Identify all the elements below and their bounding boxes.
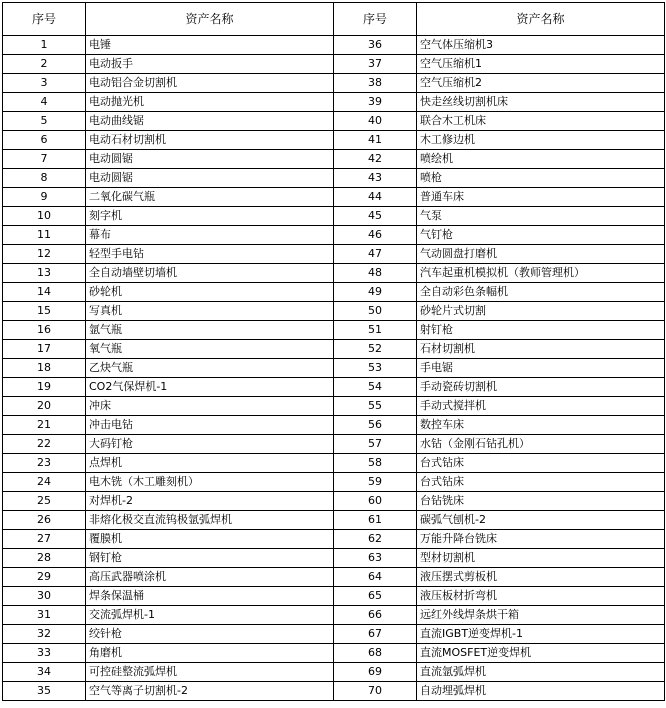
asset-name-cell: 大码钉枪: [86, 435, 334, 454]
table-row: [3, 74, 665, 93]
table-row: [3, 112, 665, 131]
table-row: [3, 682, 665, 701]
table-row: [3, 435, 665, 454]
serial-number-cell: 9: [3, 188, 86, 207]
serial-number-cell: 6: [3, 131, 86, 150]
asset-name-cell: 角磨机: [86, 644, 334, 663]
asset-name-cell: 木工修边机: [417, 131, 665, 150]
serial-number-cell: 54: [334, 378, 417, 397]
serial-number-cell: 12: [3, 245, 86, 264]
table-row: [3, 492, 665, 511]
serial-number-cell: 26: [3, 511, 86, 530]
serial-number-cell: 50: [334, 302, 417, 321]
serial-number-cell: 13: [3, 264, 86, 283]
asset-name-cell: 直流MOSFET逆变焊机: [417, 644, 665, 663]
table-row: [3, 226, 665, 245]
asset-name-cell: 空气压缩机2: [417, 74, 665, 93]
table-row: [3, 397, 665, 416]
asset-name-cell: 台钻铣床: [417, 492, 665, 511]
asset-name-cell: 电动圆锯: [86, 169, 334, 188]
table-row: [3, 359, 665, 378]
header-serial-left: 序号: [3, 3, 86, 36]
table-row: [3, 55, 665, 74]
table-row: [3, 340, 665, 359]
asset-name-cell: 点焊机: [86, 454, 334, 473]
table-row: [3, 663, 665, 682]
asset-name-cell: 乙炔气瓶: [86, 359, 334, 378]
serial-number-cell: 57: [334, 435, 417, 454]
asset-name-cell: 非熔化极交直流钨极氩弧焊机: [86, 511, 334, 530]
serial-number-cell: 61: [334, 511, 417, 530]
serial-number-cell: 40: [334, 112, 417, 131]
serial-number-cell: 33: [3, 644, 86, 663]
asset-name-cell: 手动瓷砖切割机: [417, 378, 665, 397]
asset-name-cell: 气动圆盘打磨机: [417, 245, 665, 264]
asset-name-cell: 电动铝合金切割机: [86, 74, 334, 93]
asset-name-cell: CO2气保焊机-1: [86, 378, 334, 397]
serial-number-cell: 22: [3, 435, 86, 454]
asset-name-cell: 对焊机-2: [86, 492, 334, 511]
asset-name-cell: 刻字机: [86, 207, 334, 226]
table-row: [3, 302, 665, 321]
serial-number-cell: 3: [3, 74, 86, 93]
table-row: [3, 549, 665, 568]
header-serial-right: 序号: [334, 3, 417, 36]
serial-number-cell: 55: [334, 397, 417, 416]
serial-number-cell: 60: [334, 492, 417, 511]
table-row: [3, 644, 665, 663]
asset-name-cell: 直流IGBT逆变焊机-1: [417, 625, 665, 644]
table-row: [3, 169, 665, 188]
asset-name-cell: 电动圆锯: [86, 150, 334, 169]
asset-name-cell: 普通车床: [417, 188, 665, 207]
asset-name-cell: 碳弧气刨机-2: [417, 511, 665, 530]
asset-name-cell: 电木铣（木工雕刻机）: [86, 473, 334, 492]
table-row: [3, 454, 665, 473]
asset-name-cell: 二氧化碳气瓶: [86, 188, 334, 207]
asset-name-cell: 氩气瓶: [86, 321, 334, 340]
asset-name-cell: 液压摆式剪板机: [417, 568, 665, 587]
serial-number-cell: 52: [334, 340, 417, 359]
serial-number-cell: 38: [334, 74, 417, 93]
serial-number-cell: 17: [3, 340, 86, 359]
asset-name-cell: 喷绘机: [417, 150, 665, 169]
header-asset-name-left: 资产名称: [86, 3, 334, 36]
asset-name-cell: 高压武器喷涂机: [86, 568, 334, 587]
asset-name-cell: 台式钻床: [417, 473, 665, 492]
table-row: [3, 93, 665, 112]
asset-name-cell: 气钉枪: [417, 226, 665, 245]
serial-number-cell: 35: [3, 682, 86, 701]
serial-number-cell: 31: [3, 606, 86, 625]
asset-name-cell: 数控车床: [417, 416, 665, 435]
table-body: [3, 36, 665, 701]
serial-number-cell: 19: [3, 378, 86, 397]
serial-number-cell: 67: [334, 625, 417, 644]
serial-number-cell: 24: [3, 473, 86, 492]
table-row: [3, 606, 665, 625]
asset-name-cell: 覆膜机: [86, 530, 334, 549]
asset-name-cell: 焊条保温桶: [86, 587, 334, 606]
serial-number-cell: 44: [334, 188, 417, 207]
serial-number-cell: 36: [334, 36, 417, 55]
serial-number-cell: 39: [334, 93, 417, 112]
asset-name-cell: 氧气瓶: [86, 340, 334, 359]
serial-number-cell: 53: [334, 359, 417, 378]
asset-name-cell: 轻型手电钻: [86, 245, 334, 264]
serial-number-cell: 59: [334, 473, 417, 492]
serial-number-cell: 29: [3, 568, 86, 587]
table-row: [3, 245, 665, 264]
serial-number-cell: 7: [3, 150, 86, 169]
table-row: [3, 378, 665, 397]
asset-name-cell: 自动埋弧焊机: [417, 682, 665, 701]
table-row: [3, 150, 665, 169]
serial-number-cell: 68: [334, 644, 417, 663]
table-row: [3, 36, 665, 55]
asset-name-cell: 水钻（金刚石钻孔机）: [417, 435, 665, 454]
asset-name-cell: 幕布: [86, 226, 334, 245]
asset-name-cell: 型材切割机: [417, 549, 665, 568]
serial-number-cell: 11: [3, 226, 86, 245]
asset-name-cell: 石材切割机: [417, 340, 665, 359]
serial-number-cell: 32: [3, 625, 86, 644]
asset-name-cell: 全自动彩色条幅机: [417, 283, 665, 302]
serial-number-cell: 62: [334, 530, 417, 549]
asset-name-cell: 联合木工机床: [417, 112, 665, 131]
table-row: [3, 416, 665, 435]
serial-number-cell: 63: [334, 549, 417, 568]
table-row: [3, 321, 665, 340]
serial-number-cell: 21: [3, 416, 86, 435]
asset-name-cell: 砂轮片式切割: [417, 302, 665, 321]
asset-name-cell: 砂轮机: [86, 283, 334, 302]
serial-number-cell: 42: [334, 150, 417, 169]
serial-number-cell: 1: [3, 36, 86, 55]
serial-number-cell: 64: [334, 568, 417, 587]
asset-name-cell: 交流弧焊机-1: [86, 606, 334, 625]
table-row: [3, 473, 665, 492]
serial-number-cell: 16: [3, 321, 86, 340]
asset-name-cell: 万能升降台铣床: [417, 530, 665, 549]
table-row: [3, 625, 665, 644]
serial-number-cell: 45: [334, 207, 417, 226]
header-asset-name-right: 资产名称: [417, 3, 665, 36]
serial-number-cell: 27: [3, 530, 86, 549]
asset-name-cell: 空气压缩机1: [417, 55, 665, 74]
serial-number-cell: 43: [334, 169, 417, 188]
serial-number-cell: 70: [334, 682, 417, 701]
serial-number-cell: 20: [3, 397, 86, 416]
asset-name-cell: 绞针枪: [86, 625, 334, 644]
serial-number-cell: 15: [3, 302, 86, 321]
asset-name-cell: 空气等离子切割机-2: [86, 682, 334, 701]
asset-name-cell: 手电锯: [417, 359, 665, 378]
asset-name-cell: 汽车起重机模拟机（教师管理机）: [417, 264, 665, 283]
serial-number-cell: 5: [3, 112, 86, 131]
serial-number-cell: 46: [334, 226, 417, 245]
table-row: [3, 264, 665, 283]
asset-name-cell: 喷枪: [417, 169, 665, 188]
serial-number-cell: 65: [334, 587, 417, 606]
asset-name-cell: 电动石材切割机: [86, 131, 334, 150]
serial-number-cell: 2: [3, 55, 86, 74]
serial-number-cell: 4: [3, 93, 86, 112]
table-row: [3, 188, 665, 207]
table-row: [3, 587, 665, 606]
asset-name-cell: 可控硅整流弧焊机: [86, 663, 334, 682]
serial-number-cell: 51: [334, 321, 417, 340]
asset-name-cell: 钢钉枪: [86, 549, 334, 568]
serial-number-cell: 25: [3, 492, 86, 511]
serial-number-cell: 66: [334, 606, 417, 625]
table-row: [3, 530, 665, 549]
asset-name-cell: 直流氩弧焊机: [417, 663, 665, 682]
asset-name-cell: 空气体压缩机3: [417, 36, 665, 55]
table-row: [3, 131, 665, 150]
asset-name-cell: 远红外线焊条烘干箱: [417, 606, 665, 625]
table-row: [3, 207, 665, 226]
serial-number-cell: 69: [334, 663, 417, 682]
serial-number-cell: 23: [3, 454, 86, 473]
serial-number-cell: 28: [3, 549, 86, 568]
serial-number-cell: 18: [3, 359, 86, 378]
table-row: [3, 511, 665, 530]
table-row: [3, 283, 665, 302]
header-row: [3, 3, 665, 36]
serial-number-cell: 49: [334, 283, 417, 302]
asset-name-cell: 电动抛光机: [86, 93, 334, 112]
asset-name-cell: 冲击电钻: [86, 416, 334, 435]
asset-table: [2, 2, 665, 701]
asset-name-cell: 快走丝线切割机床: [417, 93, 665, 112]
serial-number-cell: 10: [3, 207, 86, 226]
table-row: [3, 568, 665, 587]
serial-number-cell: 37: [334, 55, 417, 74]
serial-number-cell: 14: [3, 283, 86, 302]
asset-name-cell: 射钉枪: [417, 321, 665, 340]
serial-number-cell: 30: [3, 587, 86, 606]
serial-number-cell: 34: [3, 663, 86, 682]
asset-name-cell: 电动曲线锯: [86, 112, 334, 131]
asset-name-cell: 全自动墙壁切墙机: [86, 264, 334, 283]
asset-name-cell: 电锤: [86, 36, 334, 55]
serial-number-cell: 56: [334, 416, 417, 435]
asset-name-cell: 写真机: [86, 302, 334, 321]
asset-name-cell: 台式钻床: [417, 454, 665, 473]
asset-name-cell: 气泵: [417, 207, 665, 226]
asset-name-cell: 液压板材折弯机: [417, 587, 665, 606]
asset-name-cell: 电动扳手: [86, 55, 334, 74]
serial-number-cell: 48: [334, 264, 417, 283]
serial-number-cell: 8: [3, 169, 86, 188]
asset-name-cell: 手动式搅拌机: [417, 397, 665, 416]
serial-number-cell: 41: [334, 131, 417, 150]
serial-number-cell: 47: [334, 245, 417, 264]
asset-name-cell: 冲床: [86, 397, 334, 416]
serial-number-cell: 58: [334, 454, 417, 473]
